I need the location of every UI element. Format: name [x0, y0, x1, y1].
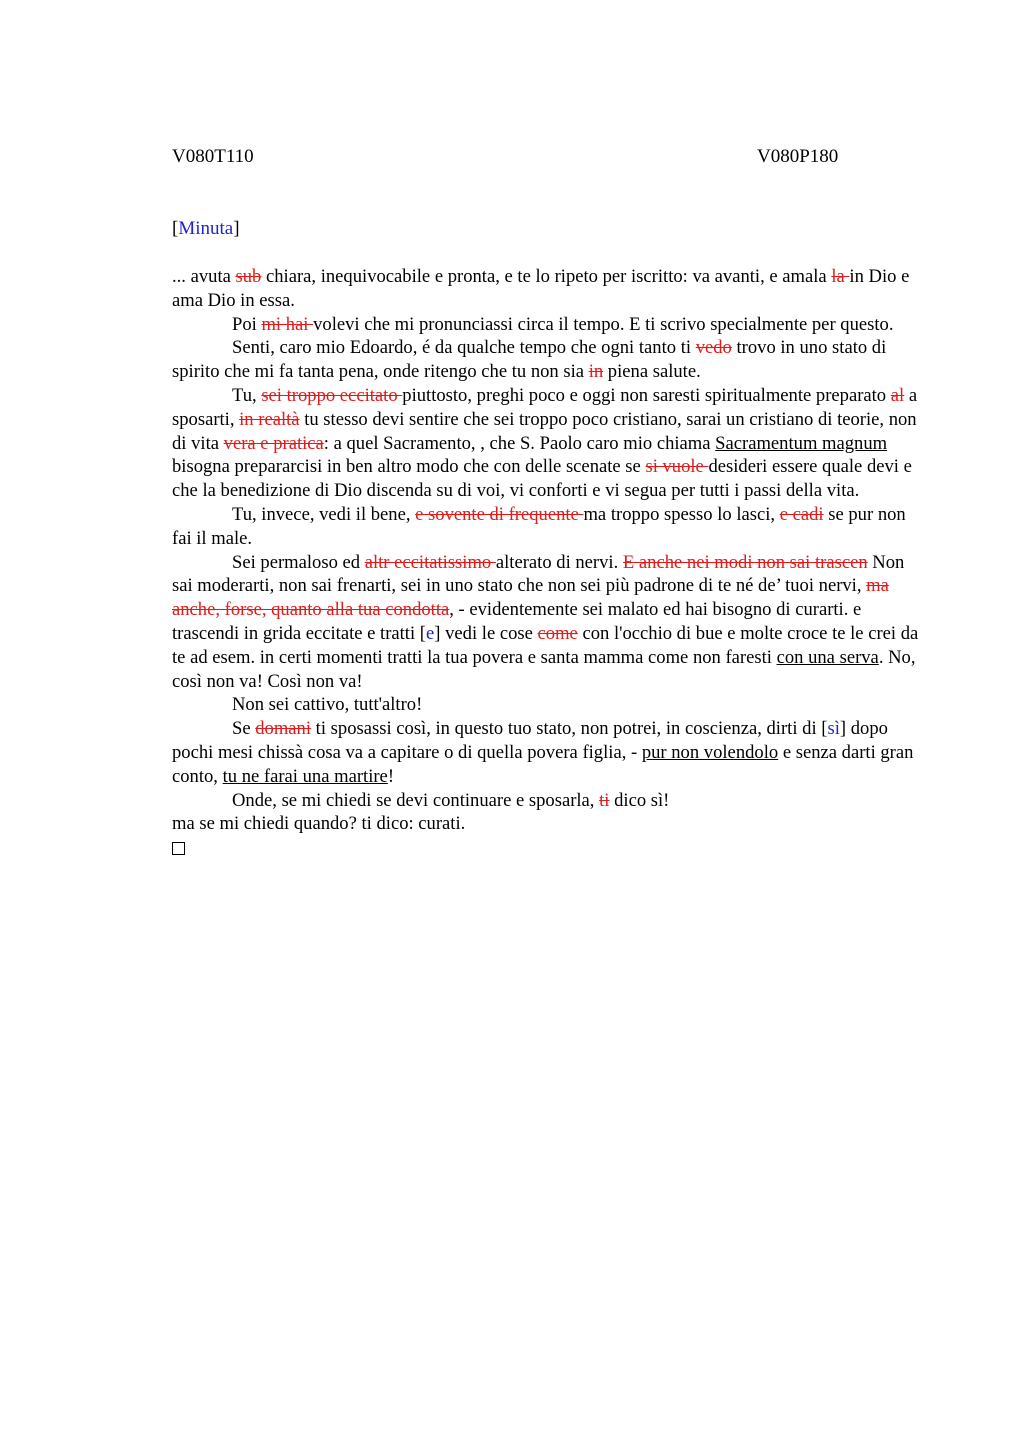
deletion: in — [588, 361, 604, 383]
text: dopo pochi mesi chissà cosa va a capitare o di quella povera figlia, - — [172, 718, 888, 763]
text: , - evidentemente sei malato ed hai bisogno di curarti. e trascendi in grida eccitate e tratti — [172, 599, 862, 644]
text: piena salute. — [603, 361, 701, 383]
text: bisogna prepararcisi in ben altro modo che con delle scenate se — [172, 456, 646, 478]
underlined-text: con una serva — [776, 646, 879, 668]
text: desideri essere quale devi e che la benedizione di Dio discenda su di voi, vi conforti e vi segua per tutti i passi della vita. — [172, 456, 912, 502]
paragraph-10 — [172, 812, 927, 836]
underlined-text: Sacramentum magnum — [715, 432, 888, 454]
text: con l'occhio di bue e molte croce te le crei da te ad esem. in certi momenti tratti la tua povera e santa mamma come non faresti — [172, 622, 919, 668]
text: in Dio e ama Dio in essa. — [172, 266, 910, 311]
text: . No, così non va! Così non va! — [172, 646, 916, 692]
deletion: domani — [255, 718, 312, 740]
paragraph-6 — [172, 551, 927, 694]
deletion: e cadi — [779, 503, 824, 525]
text: alterato di nervi. — [495, 551, 623, 573]
bracket-close: ] — [839, 718, 847, 740]
underlined-text: pur non volendolo — [641, 741, 779, 763]
paragraph-1 — [172, 265, 927, 313]
end-box-icon — [172, 842, 185, 855]
paragraph-2 — [172, 313, 927, 337]
text: Onde, se mi chiedi se devi continuare e sposarla, — [232, 789, 600, 811]
text: ti sposassi così, in questo tuo stato, non potrei, in coscienza, dirti di — [311, 718, 822, 740]
text: tu stesso devi sentire che sei troppo poco cristiano, sarai un cristiano di teorie, non di vita — [172, 408, 917, 454]
deletion: come — [537, 622, 578, 644]
bracket-close: ] — [434, 622, 441, 644]
bracket-open: [ — [419, 622, 426, 644]
document-code-right: V080P180 — [757, 146, 839, 167]
paragraph-8 — [172, 717, 927, 788]
text: e senza darti gran conto, — [172, 741, 914, 787]
bracket-open: [ — [172, 218, 179, 239]
text: dico sì! — [609, 789, 670, 811]
text: a sposarti, — [172, 384, 918, 430]
deletion: e sovente di frequente — [415, 503, 584, 525]
text: chiara, inequivocabile e pronta, e te lo ripeto per iscritto: va avanti, e amala — [261, 266, 832, 287]
deletion: in realtà — [239, 408, 300, 430]
paragraph-5 — [172, 503, 927, 551]
deletion: sub — [235, 266, 262, 287]
end-marker-line — [172, 836, 927, 862]
text: Se — [232, 718, 256, 740]
deletion: mi hai — [261, 313, 314, 335]
deletion: vedo — [695, 337, 732, 359]
text: ma se mi chiedi quando? ti dico: curati. — [172, 813, 466, 835]
text: ... avuta — [172, 266, 236, 287]
text: Non sai moderarti, non sai frenarti, sei in uno stato che non sei più padrone di te né de’ tuoi nervi, — [172, 551, 905, 597]
text: trovo in uno stato di spirito che mi fa tanta pena, onde ritengo che tu non sia — [172, 337, 887, 383]
text: Non sei cattivo, tutt'altro! — [232, 694, 423, 716]
deletion: altr eccitatissimo — [364, 551, 496, 573]
deletion: ma anche, forse, quanto alla tua condotta — [172, 575, 889, 621]
deletion: sei troppo eccitato — [261, 384, 403, 406]
text: se pur non fai il male. — [172, 503, 906, 549]
text: vedi le cose — [440, 622, 538, 644]
text: Tu, — [232, 384, 262, 406]
text: ma troppo spesso lo lasci, — [583, 503, 780, 525]
editorial-insertion: sì — [827, 718, 840, 740]
deletion: si vuole — [645, 456, 709, 478]
text: Senti, caro mio Edoardo, é da qualche tempo che ogni tanto ti — [232, 337, 696, 359]
deletion: E anche nei modi non sai trascen — [622, 551, 868, 573]
text: piuttosto, preghi poco e oggi non saresti spiritualmente preparato — [402, 384, 891, 406]
bracket-close: ] — [233, 218, 240, 239]
editorial-insertion: e — [426, 622, 435, 644]
letter-body — [172, 265, 927, 862]
paragraph-7 — [172, 693, 927, 717]
deletion: ti — [599, 789, 610, 811]
deletion: la — [831, 266, 850, 287]
document-code-left: V080T110 — [172, 146, 254, 167]
text: ! — [387, 765, 395, 787]
bracket-open: [ — [821, 718, 828, 740]
paragraph-9 — [172, 789, 927, 813]
minuta-text: Minuta — [178, 218, 234, 239]
deletion: al — [890, 384, 905, 406]
text: Poi — [232, 313, 262, 335]
paragraph-3 — [172, 336, 927, 384]
paragraph-4 — [172, 384, 927, 503]
underlined-text: tu ne farai una martire — [222, 765, 388, 787]
text: Sei permaloso ed — [232, 551, 365, 573]
text: : a quel Sacramento, , che S. Paolo caro mio chiama — [323, 432, 716, 454]
deletion: vera e pratica — [223, 432, 324, 454]
text: volevi che mi pronunciassi circa il tempo. E ti scrivo specialmente per questo. — [313, 313, 894, 335]
text: Tu, invece, vedi il bene, — [232, 503, 416, 525]
minuta-label — [172, 218, 240, 240]
